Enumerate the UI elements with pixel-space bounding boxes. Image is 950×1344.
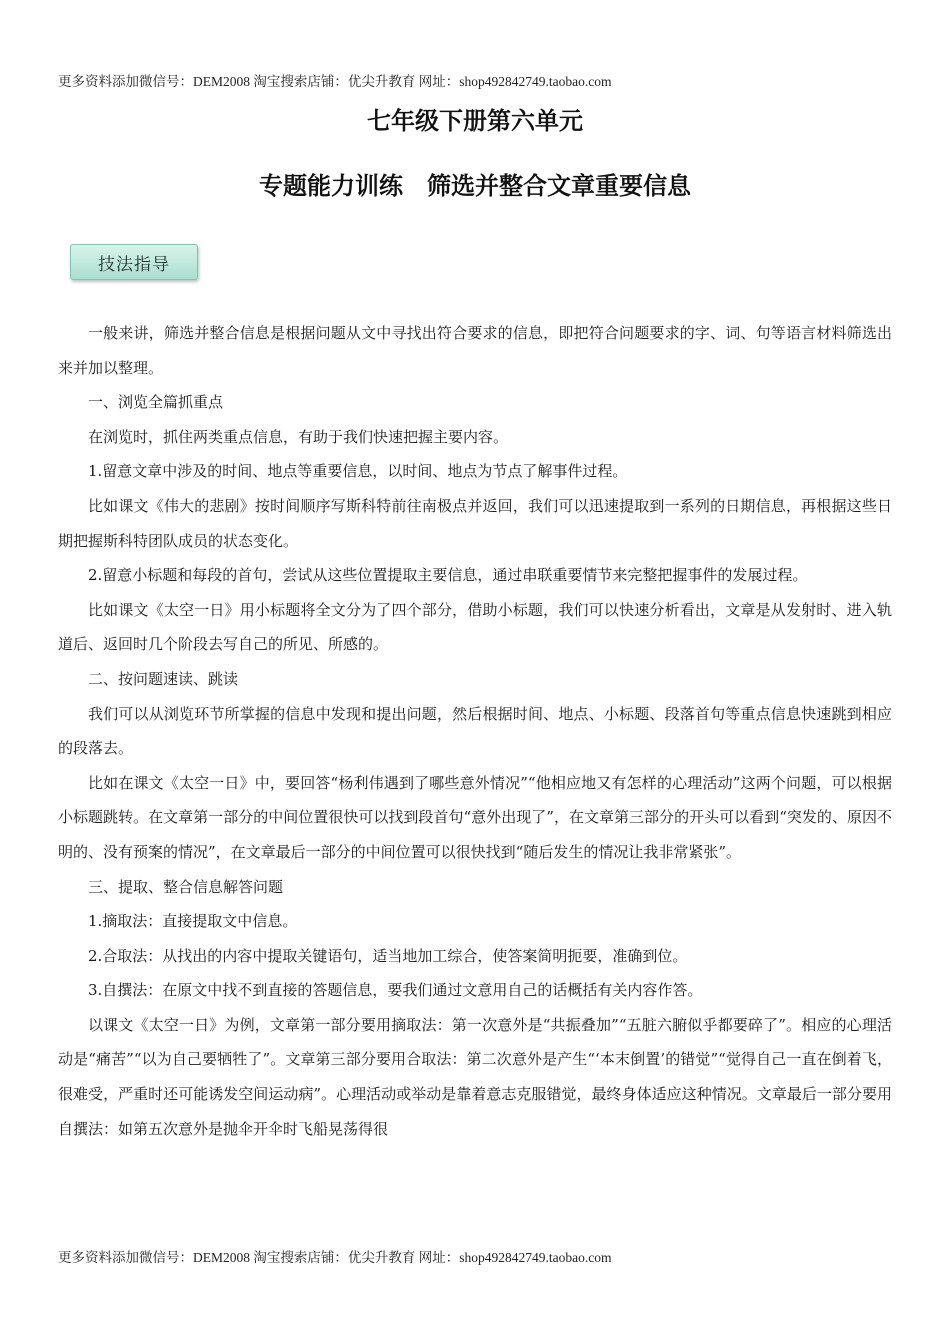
paragraph: 一般来讲，筛选并整合信息是根据问题从文中寻找出符合要求的信息，即把符合问题要求的字、词、句等语言材料筛选出来并加以整理。 bbox=[58, 324, 892, 377]
paragraph: 我们可以从浏览环节所掌握的信息中发现和提出问题，然后根据时间、地点、小标题、段落首句等重点信息快速跳到相应的段落去。 bbox=[58, 704, 892, 758]
page-subtitle: 专题能力训练 筛选并整合文章重要信息 bbox=[259, 172, 691, 200]
footer-note: 更多资料添加微信号：DEM2008 淘宝搜索店铺：优尖升教育 网址：shop492842749.taobao.com bbox=[58, 1250, 612, 1265]
list-item: 1.留意文章中涉及的时间、地点等重要信息，以时间、地点为节点了解事件过程。 bbox=[88, 462, 628, 481]
section-heading: 一、浏览全篇抓重点 bbox=[88, 393, 224, 412]
technique-guide-badge: 技法指导 bbox=[70, 244, 198, 280]
list-item: 1.摘取法：直接提取文中信息。 bbox=[88, 912, 298, 931]
paragraph: 以课文《太空一日》为例，文章第一部分要用摘取法：第一次意外是“共振叠加”“五脏六腑似乎都要碎了”。相应的心理活动是“痛苦”“以为自己要牺牲了”。文章第三部分要用合取法：第二次意外是产生“‘本末倒置’的错觉”“觉得自己一直在倒着飞，很难受，严重时还可能诱发空间运动病”。心理活动或举动是靠着意志克服错觉，最终身体适应这种情况。文章最后一部分要用自撰法：如第五次意外是抛伞开伞时飞船晃荡得很 bbox=[58, 1015, 892, 1138]
section-heading: 二、按问题速读、跳读 bbox=[88, 669, 239, 688]
paragraph: 在浏览时，抓住两类重点信息，有助于我们快速把握主要内容。 bbox=[88, 427, 509, 446]
paragraph: 比如课文《伟大的悲剧》按时间顺序写斯科特前往南极点并返回，我们可以迅速提取到一系列的日期信息，再根据这些日期把握斯科特团队成员的状态变化。 bbox=[58, 496, 892, 550]
list-item: 2.留意小标题和每段的首句，尝试从这些位置提取主要信息，通过串联重要情节来完整把握事件的发展过程。 bbox=[88, 566, 808, 585]
section-heading: 三、提取、整合信息解答问题 bbox=[88, 877, 284, 896]
list-item: 2.合取法：从找出的内容中提取关键语句，适当地加工综合，使答案简明扼要，准确到位。 bbox=[88, 946, 688, 965]
page-title: 七年级下册第六单元 bbox=[367, 107, 583, 135]
header-note: 更多资料添加微信号：DEM2008 淘宝搜索店铺：优尖升教育 网址：shop492842749.taobao.com bbox=[58, 74, 612, 89]
paragraph: 比如课文《太空一日》用小标题将全文分为了四个部分，借助小标题，我们可以快速分析看出，文章是从发射时、进入轨道后、返回时几个阶段去写自己的所见、所感的。 bbox=[58, 600, 892, 654]
list-item: 3.自撰法：在原文中找不到直接的答题信息，要我们通过文意用自己的话概括有关内容作答。 bbox=[88, 981, 703, 1000]
article-body bbox=[58, 316, 892, 1146]
paragraph: 比如在课文《太空一日》中，要回答“杨利伟遇到了哪些意外情况”“他相应地又有怎样的心理活动”这两个问题，可以根据小标题跳转。在文章第一部分的中间位置很快可以找到段首句“意外出现了”，在文章第三部分的开头可以看到“突发的、原因不明的、没有预案的情况”，在文章最后一部分的中间位置可以很快找到“随后发生的情况让我非常紧张”。 bbox=[58, 773, 892, 861]
